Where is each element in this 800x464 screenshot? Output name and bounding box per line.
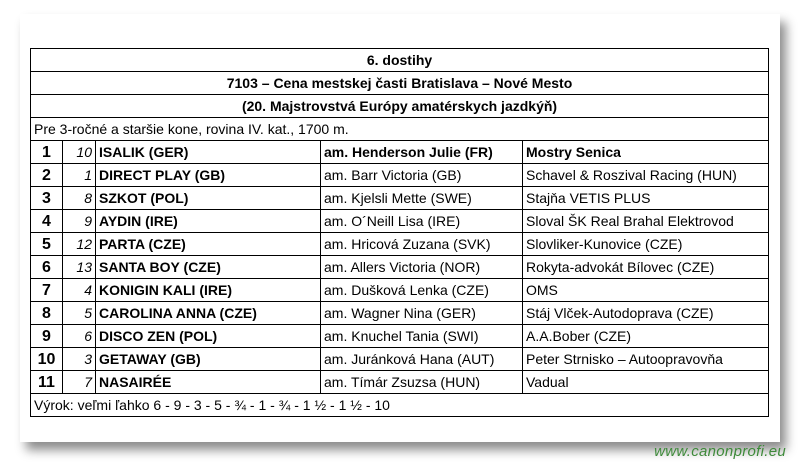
horse-name: ISALIK (GER)	[96, 141, 321, 164]
verdict: Výrok: veľmi ľahko 6 - 9 - 3 - 5 - ¾ - 1 - ¾ - 1 ½ - 1 ½ - 10	[31, 394, 769, 417]
rider-name: am. Knuchel Tania (SWI)	[321, 325, 523, 348]
draw-number: 3	[63, 348, 96, 371]
race-number-row	[31, 49, 769, 72]
finish-place: 3	[31, 187, 63, 210]
rider-name: am. Henderson Julie (FR)	[321, 141, 523, 164]
finish-place: 9	[31, 325, 63, 348]
horse-name: DISCO ZEN (POL)	[96, 325, 321, 348]
race-name: 7103 – Cena mestskej časti Bratislava – Nové Mesto	[31, 72, 769, 95]
owner-name: A.A.Bober (CZE)	[523, 325, 769, 348]
finish-place: 1	[31, 141, 63, 164]
owner-name: Rokyta-advokát Bílovec (CZE)	[523, 256, 769, 279]
result-row	[31, 325, 769, 348]
draw-number: 7	[63, 371, 96, 394]
rider-name: am. Tímár Zsuzsa (HUN)	[321, 371, 523, 394]
rider-name: am. Hricová Zuzana (SVK)	[321, 233, 523, 256]
draw-number: 8	[63, 187, 96, 210]
finish-place: 4	[31, 210, 63, 233]
result-row	[31, 302, 769, 325]
watermark: www.canonprofi.eu	[654, 443, 786, 460]
result-row	[31, 210, 769, 233]
horse-name: SANTA BOY (CZE)	[96, 256, 321, 279]
draw-number: 1	[63, 164, 96, 187]
finish-place: 7	[31, 279, 63, 302]
draw-number: 12	[63, 233, 96, 256]
draw-number: 5	[63, 302, 96, 325]
race-conditions-row	[31, 118, 769, 141]
horse-name: NASAIRÉE	[96, 371, 321, 394]
finish-place: 5	[31, 233, 63, 256]
horse-name: KONIGIN KALI (IRE)	[96, 279, 321, 302]
owner-name: Vadual	[523, 371, 769, 394]
owner-name: Schavel & Roszival Racing (HUN)	[523, 164, 769, 187]
race-subtitle-row	[31, 95, 769, 118]
result-row	[31, 187, 769, 210]
result-row	[31, 141, 769, 164]
result-row	[31, 279, 769, 302]
rider-name: am. Juránková Hana (AUT)	[321, 348, 523, 371]
owner-name: Peter Strnisko – Autoopravovňa	[523, 348, 769, 371]
finish-place: 11	[31, 371, 63, 394]
horse-name: CAROLINA ANNA (CZE)	[96, 302, 321, 325]
horse-name: GETAWAY (GB)	[96, 348, 321, 371]
rider-name: am. O´Neill Lisa (IRE)	[321, 210, 523, 233]
horse-name: AYDIN (IRE)	[96, 210, 321, 233]
draw-number: 9	[63, 210, 96, 233]
race-results-table	[30, 48, 769, 417]
finish-place: 10	[31, 348, 63, 371]
rider-name: am. Barr Victoria (GB)	[321, 164, 523, 187]
owner-name: OMS	[523, 279, 769, 302]
verdict-row	[31, 394, 769, 417]
race-subtitle: (20. Majstrovstvá Európy amatérskych jazdkýň)	[31, 95, 769, 118]
owner-name: Stáj Vlček-Autodoprava (CZE)	[523, 302, 769, 325]
result-row	[31, 233, 769, 256]
rider-name: am. Dušková Lenka (CZE)	[321, 279, 523, 302]
horse-name: PARTA (CZE)	[96, 233, 321, 256]
owner-name: Mostry Senica	[523, 141, 769, 164]
rider-name: am. Kjelsli Mette (SWE)	[321, 187, 523, 210]
owner-name: Sloval ŠK Real Brahal Elektrovod	[523, 210, 769, 233]
result-row	[31, 371, 769, 394]
result-row	[31, 348, 769, 371]
race-name-row	[31, 72, 769, 95]
horse-name: DIRECT PLAY (GB)	[96, 164, 321, 187]
finish-place: 6	[31, 256, 63, 279]
horse-name: SZKOT (POL)	[96, 187, 321, 210]
rider-name: am. Allers Victoria (NOR)	[321, 256, 523, 279]
owner-name: Slovliker-Kunovice (CZE)	[523, 233, 769, 256]
finish-place: 2	[31, 164, 63, 187]
result-row	[31, 256, 769, 279]
owner-name: Stajňa VETIS PLUS	[523, 187, 769, 210]
draw-number: 6	[63, 325, 96, 348]
draw-number: 10	[63, 141, 96, 164]
race-number: 6. dostihy	[31, 49, 769, 72]
draw-number: 13	[63, 256, 96, 279]
draw-number: 4	[63, 279, 96, 302]
rider-name: am. Wagner Nina (GER)	[321, 302, 523, 325]
finish-place: 8	[31, 302, 63, 325]
result-row	[31, 164, 769, 187]
race-conditions: Pre 3-ročné a staršie kone, rovina IV. kat., 1700 m.	[31, 118, 769, 141]
